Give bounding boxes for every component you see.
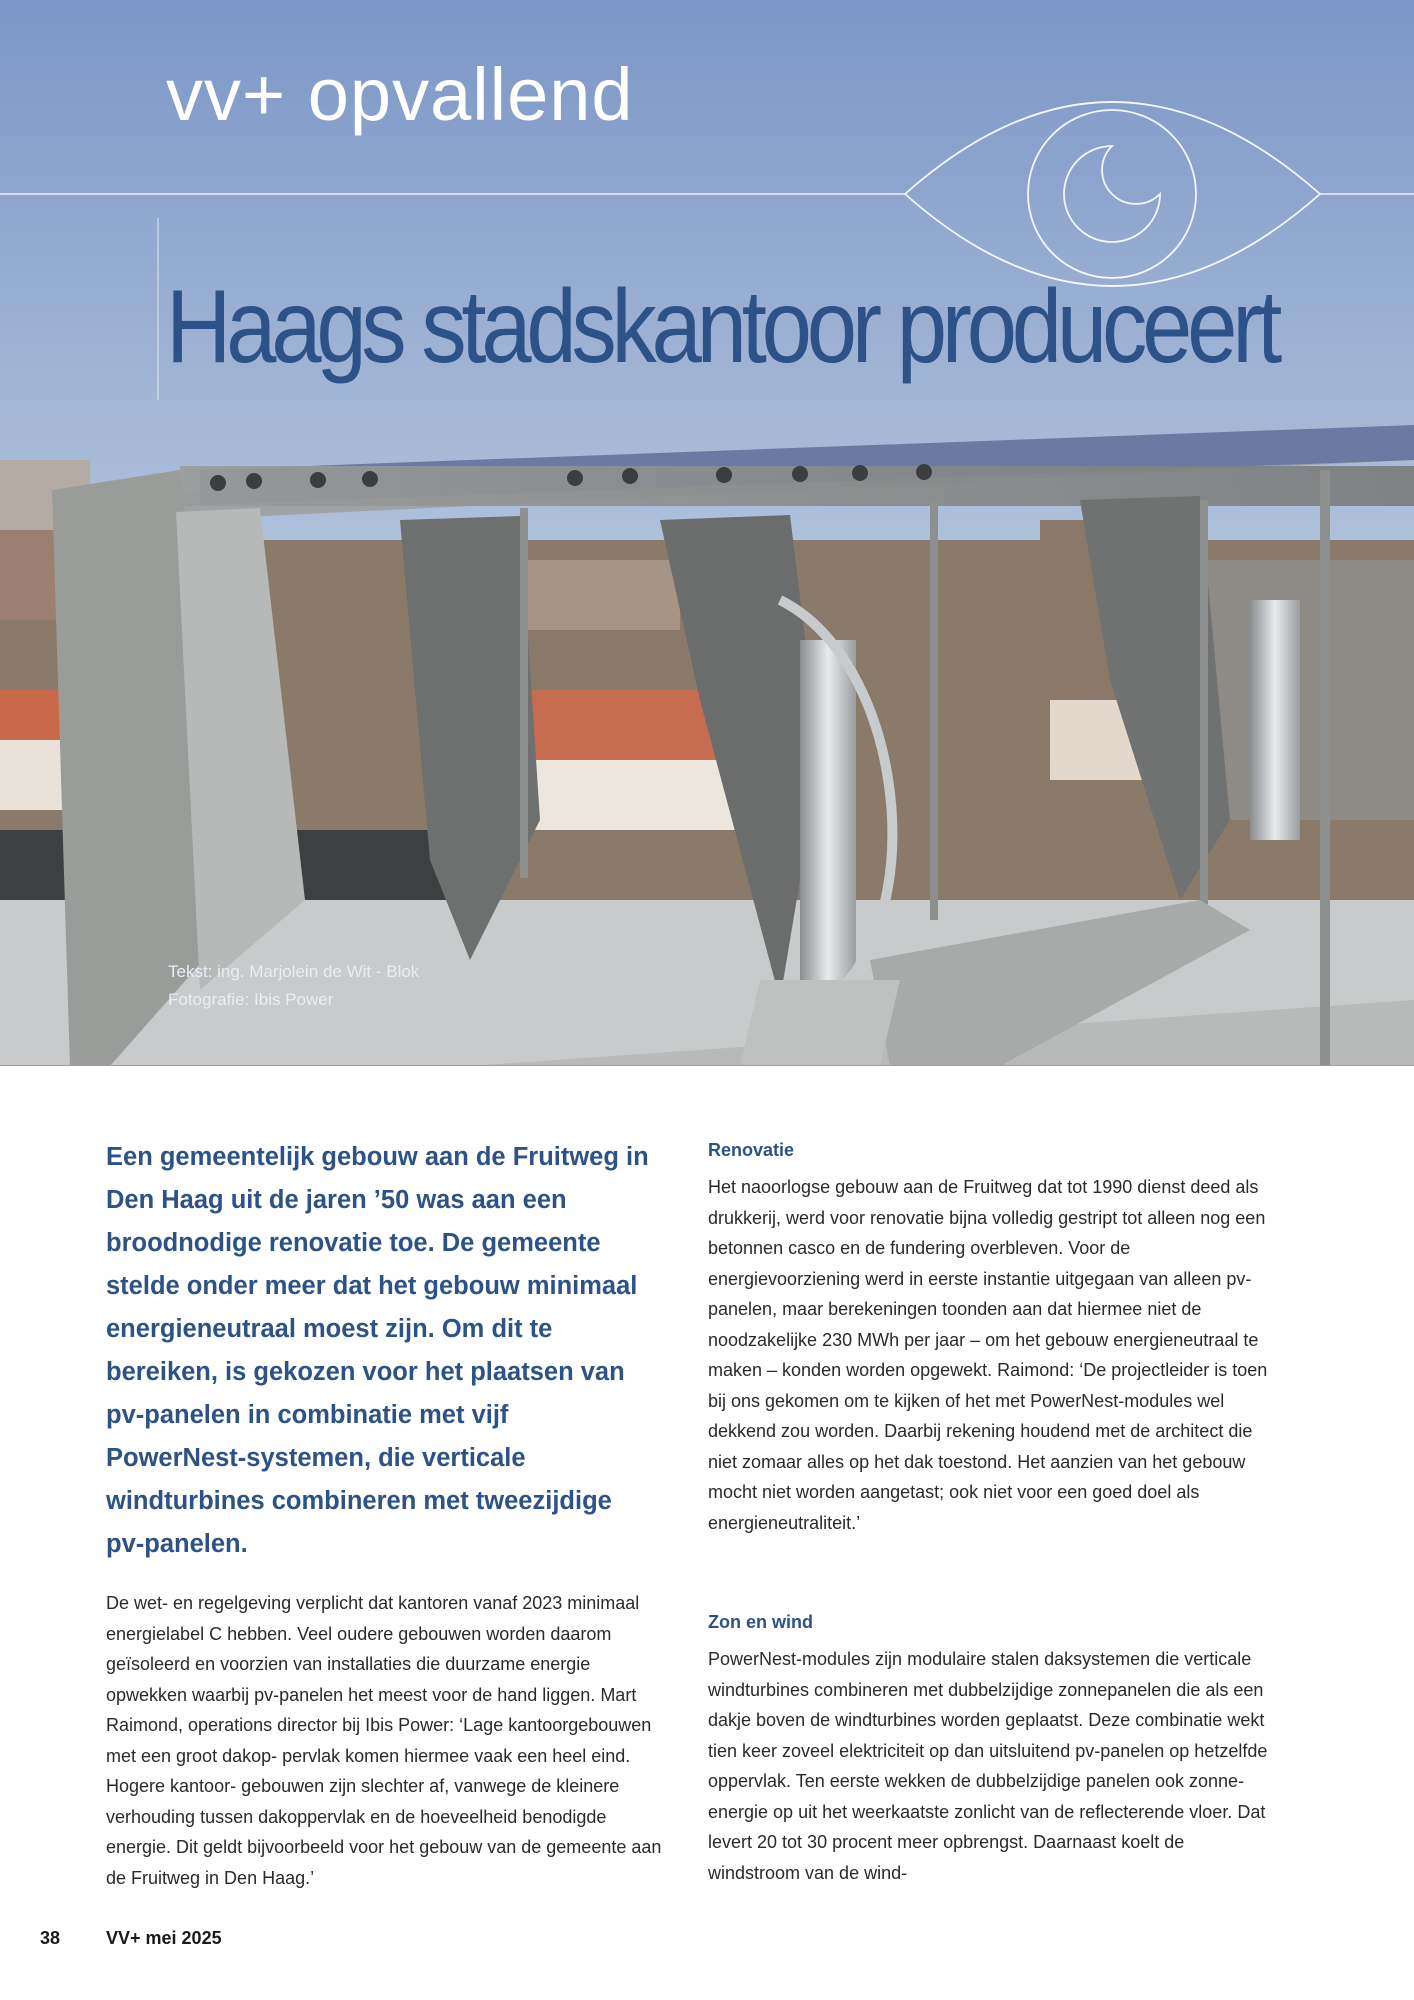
renovatie-paragraph: Het naoorlogse gebouw aan de Fruitweg dat tot 1990 dienst deed als drukkerij, werd voor renovatie bijna volledig gestript tot alleen nog een betonnen casco en de fundering overbleven. Voor de energievoorziening werd in eerste instantie uitgegaan van alleen pv-panelen, maar berekeningen toonden aan dat hiermee niet de noodzakelijke 230 MWh per jaar – om het gebouw energieneutraal te maken – konden worden opgewekt. Raimond: ‘De projectleider is toen bij ons gekomen om te kijken of het met PowerNest-modules wel dekkend zou worden. Daarbij rekening houdend met de architect die niet zomaar alles op het dak toestond. Het aanzien van het gebouw mocht niet worden aangetast; ook niet voor een goed doel als energieneutraliteit.’ xyxy=(708,1177,1268,1533)
body-zon-en-wind xyxy=(708,1644,1268,1888)
credit-photo: Fotografie: Ibis Power xyxy=(168,990,334,1009)
credit-text: Tekst: ing. Marjolein de Wit - Blok xyxy=(168,962,420,981)
section-label: vv+ opvallend xyxy=(166,53,634,136)
lead-paragraph: Een gemeentelijk gebouw aan de Fruitweg in Den Haag uit de jaren ’50 was aan een broodnodige renovatie toe. De gemeente stelde onder meer dat het gebouw minimaal energieneutraal moest zijn. Om dit te bereiken, is gekozen voor het plaatsen van pv-panelen in combinatie met vijf PowerNest-systemen, die verticale windturbines combineren met tweezijdige pv-panelen. xyxy=(106,1143,649,1558)
body-renovatie xyxy=(708,1172,1268,1538)
subheading-zon-en-wind: Zon en wind xyxy=(708,1612,813,1632)
intro-paragraph: De wet- en regelgeving verplicht dat kantoren vanaf 2023 minimaal energielabel C hebben. Veel oudere gebouwen worden daarom geïsoleerd en voorzien van installaties die duurzame energie opwekken waarbij pv-panelen het meest voor de hand liggen. Mart Raimond, operations director bij Ibis Power: ‘Lage kantoorgebouwen met een groot dakop- pervlak komen hiermee vaak een heel eind. Hogere kantoor- gebouwen zijn slechter af, vanwege de kleinere verhouding tussen dakoppervlak en de hoeveelheid benodigde energie. Dit geldt bijvoorbeeld voor het gebouw van de gemeente aan de Fruitweg in Den Haag.’ xyxy=(106,1593,662,1888)
page-number: 38 xyxy=(40,1928,61,1948)
subheading-renovatie: Renovatie xyxy=(708,1140,795,1160)
magazine-issue: VV+ mei 2025 xyxy=(106,1928,222,1948)
headline: Haags stadskantoor produceert xyxy=(166,269,1278,385)
body-intro xyxy=(106,1588,666,1893)
zon-en-wind-paragraph: PowerNest-modules zijn modulaire stalen daksystemen die verticale windturbines combineren met dubbelzijdige zonnepanelen die als een dakje boven de windturbines worden geplaatst. Deze combinatie wekt tien keer zoveel elektriciteit op dan uitsluitend pv-panelen op hetzelfde oppervlak. Ten eerste wekken de dubbelzijdige panelen ook zonne-energie op uit het weerkaatste zonlicht van de reflecterende vloer. Dat levert 20 tot 30 procent meer opbrengst. Daarnaast koelt de windstroom van de wind- xyxy=(708,1649,1268,1883)
